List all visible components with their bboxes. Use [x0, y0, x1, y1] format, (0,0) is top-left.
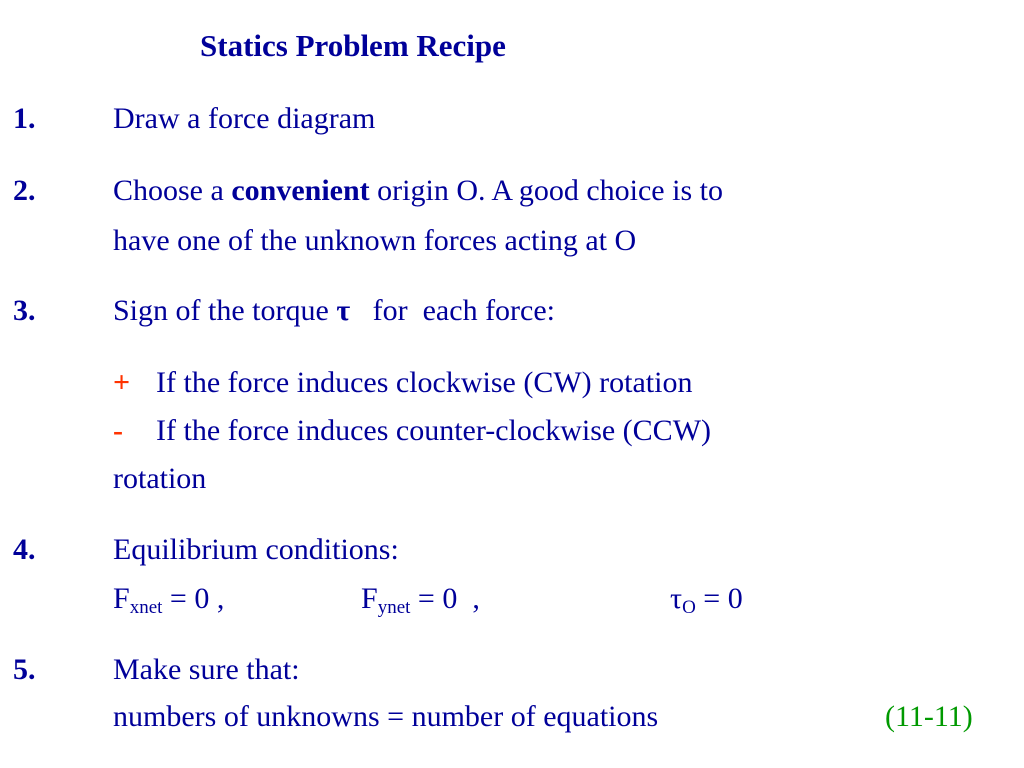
- counter-clockwise-rule-text: If the force induces counter-clockwise (CCW): [156, 414, 711, 447]
- step-2-bold-word: convenient: [231, 174, 370, 207]
- step-1-number: 1.: [13, 102, 36, 135]
- counter-clockwise-rule: [113, 412, 711, 450]
- step-5-line2: numbers of unknowns = number of equations: [113, 700, 659, 733]
- equilibrium-torque: [670, 580, 743, 618]
- step-5-number: 5.: [13, 653, 36, 686]
- step-2-text-before: Choose a: [113, 174, 232, 207]
- step-5-text: Make sure that:: [113, 653, 300, 686]
- step-3-text-before: Sign of the torque: [113, 294, 337, 327]
- clockwise-rule-text: If the force induces clockwise (CW) rotation: [156, 366, 693, 399]
- fy-base: F: [361, 582, 378, 615]
- tau-rest: = 0: [695, 582, 743, 615]
- equilibrium-fy: [361, 580, 480, 618]
- step-4-text: Equilibrium conditions:: [113, 533, 399, 566]
- page-reference: (11-11): [885, 700, 973, 733]
- fx-subscript: xnet: [129, 597, 163, 618]
- torque-symbol: τ: [336, 294, 351, 327]
- fy-subscript: ynet: [377, 597, 411, 618]
- clockwise-rule: [113, 364, 692, 402]
- fx-base: F: [113, 582, 130, 615]
- minus-sign: -: [113, 414, 123, 447]
- tau-subscript: O: [682, 597, 696, 618]
- plus-sign: +: [113, 366, 131, 399]
- step-1-text: Draw a force diagram: [113, 102, 376, 135]
- step-2-text: [113, 172, 723, 210]
- step-3-number: 3.: [13, 294, 36, 327]
- tau-base: τ: [670, 582, 683, 615]
- equilibrium-fx: [113, 580, 224, 618]
- step-3-text-after: for each force:: [350, 294, 556, 327]
- step-3-text: [113, 292, 555, 330]
- step-2-line2: have one of the unknown forces acting at O: [113, 224, 637, 257]
- step-2-text-after: origin O. A good choice is to: [369, 174, 723, 207]
- step-4-number: 4.: [13, 533, 36, 566]
- step-2-number: 2.: [13, 174, 36, 207]
- counter-clockwise-rule-cont: rotation: [113, 462, 207, 495]
- slide-title: Statics Problem Recipe: [200, 28, 506, 63]
- fy-rest: = 0 ,: [410, 582, 480, 615]
- fx-rest: = 0 ,: [162, 582, 225, 615]
